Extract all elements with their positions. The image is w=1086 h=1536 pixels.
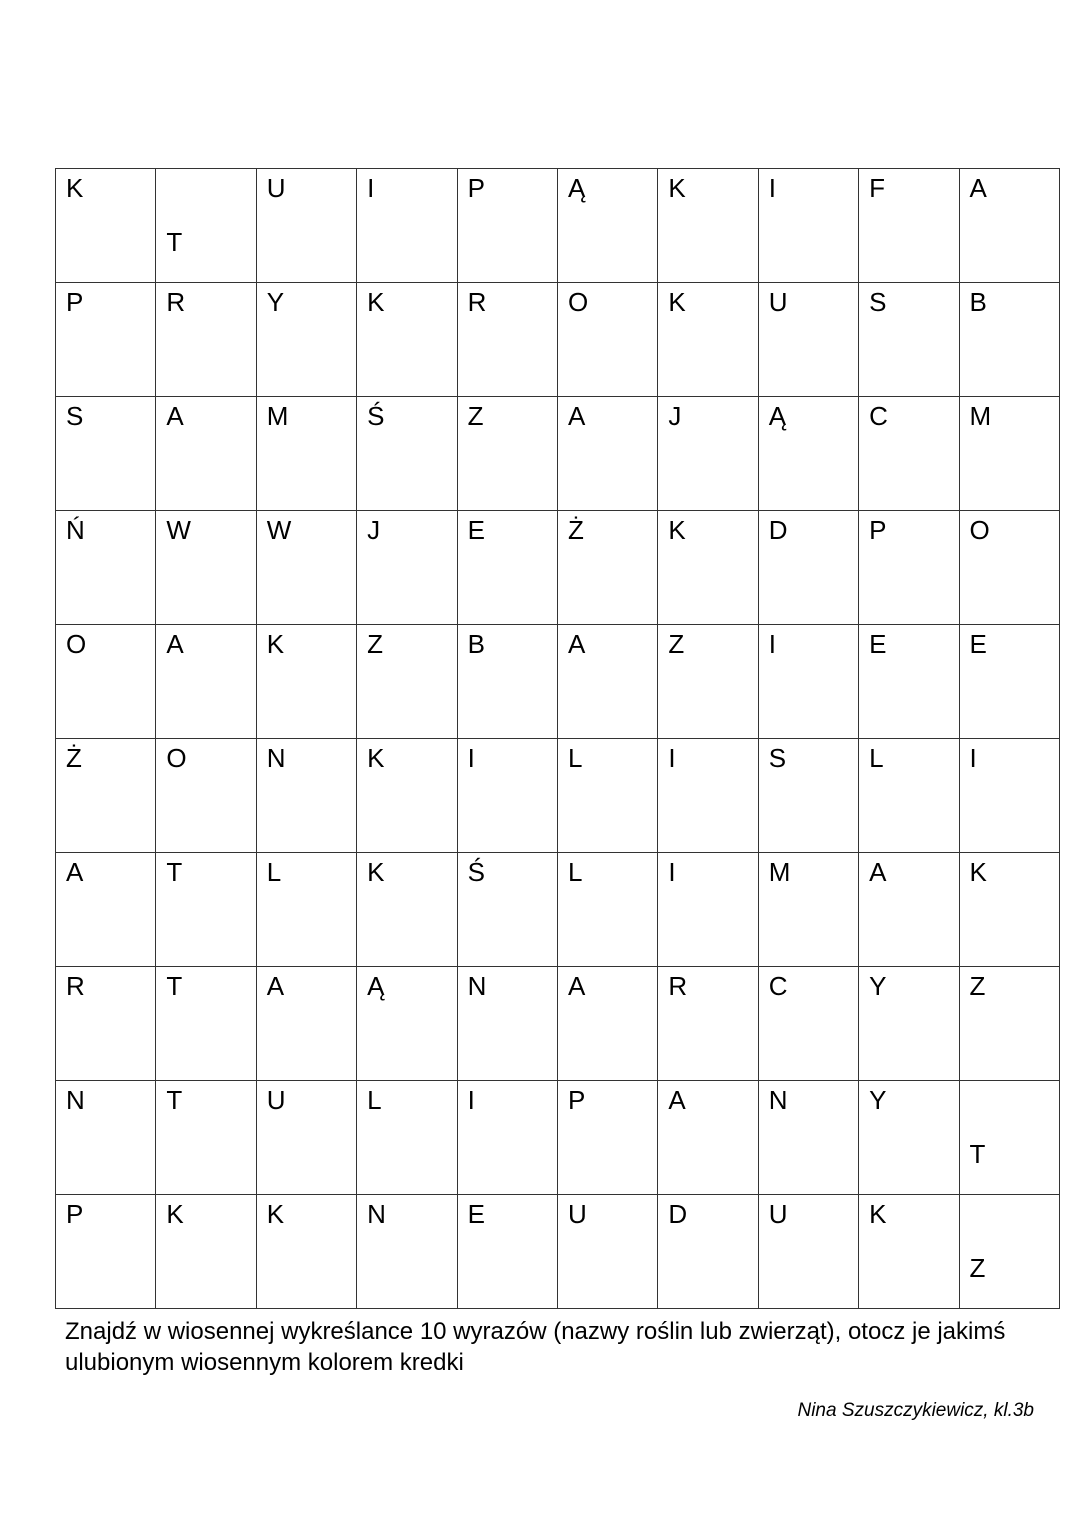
grid-cell[interactable] [56,853,156,967]
grid-cell[interactable] [758,511,858,625]
grid-cell-letter: T [166,857,183,887]
grid-cell[interactable] [859,739,959,853]
grid-cell-letter: Ś [367,401,385,431]
grid-cell-letter: L [367,1085,382,1115]
grid-cell-letter: N [266,743,286,773]
grid-cell[interactable] [658,739,758,853]
grid-cell-letter: A [969,173,987,203]
grid-cell[interactable] [56,625,156,739]
grid-row [56,739,1060,853]
grid-cell[interactable] [758,397,858,511]
grid-cell[interactable] [156,625,256,739]
grid-cell-letter: U [768,287,788,317]
grid-cell-letter: P [467,173,485,203]
grid-cell[interactable] [457,1195,557,1309]
grid-cell[interactable] [859,397,959,511]
grid-cell-letter: Ż [66,743,82,773]
grid-cell[interactable] [457,853,557,967]
grid-cell-letter: B [969,287,987,317]
grid-cell-letter: E [969,629,987,659]
word-search-grid [55,168,1060,1309]
grid-cell-letter: T [969,1139,986,1169]
grid-cell-letter: A [668,1085,686,1115]
grid-cell[interactable] [758,739,858,853]
grid-body [56,169,1060,1309]
grid-cell[interactable] [758,967,858,1081]
grid-cell-letter: L [567,743,583,773]
grid-cell[interactable] [557,1195,657,1309]
grid-cell-letter: A [567,401,586,431]
grid-cell[interactable] [557,967,657,1081]
grid-cell-letter: E [869,629,887,659]
grid-cell-letter: E [467,1199,485,1229]
grid-cell[interactable] [156,169,256,283]
grid-cell-letter: I [668,743,676,773]
grid-cell-letter: P [66,287,84,317]
grid-cell-letter: S [66,401,84,431]
grid-row [56,1081,1060,1195]
grid-cell-letter: R [66,971,85,1001]
grid-cell-letter: Y [869,971,887,1001]
grid-cell-letter: A [166,401,184,431]
grid-cell-letter: D [668,1199,688,1229]
grid-cell-letter: F [869,173,886,203]
grid-cell[interactable] [758,853,858,967]
grid-cell-letter: A [266,971,285,1001]
grid-cell[interactable] [256,1195,356,1309]
grid-cell-letter: K [367,743,385,773]
grid-cell-letter: P [869,515,887,545]
grid-cell-letter: T [166,227,183,257]
grid-cell[interactable] [156,511,256,625]
grid-cell[interactable] [859,169,959,283]
grid-cell-letter: S [869,287,887,317]
grid-cell-letter: I [768,629,776,659]
grid-cell[interactable] [859,853,959,967]
grid-cell[interactable] [256,511,356,625]
grid-cell-letter: I [969,743,977,773]
grid-cell-letter: A [869,857,887,887]
grid-cell-letter: I [768,173,776,203]
grid-cell-letter: K [969,857,987,887]
grid-cell[interactable] [457,739,557,853]
grid-cell[interactable] [758,169,858,283]
grid-cell[interactable] [457,397,557,511]
grid-cell[interactable] [859,1081,959,1195]
grid-cell-letter: E [467,515,485,545]
grid-cell-letter: K [668,515,686,545]
grid-cell[interactable] [357,625,457,739]
grid-cell-letter: T [166,971,183,1001]
grid-cell-letter: Z [969,1253,986,1283]
grid-cell[interactable] [156,739,256,853]
grid-cell-letter: K [166,1199,184,1229]
grid-cell-letter: R [668,971,688,1001]
grid-cell-letter: I [467,743,475,773]
grid-cell-letter: J [367,515,381,545]
grid-cell[interactable] [156,853,256,967]
grid-cell[interactable] [256,283,356,397]
grid-cell-letter: I [668,857,676,887]
grid-cell-letter: L [567,857,583,887]
grid-cell-letter: C [869,401,888,431]
grid-cell[interactable] [56,739,156,853]
grid-cell[interactable] [56,397,156,511]
grid-cell[interactable] [357,397,457,511]
grid-cell[interactable] [357,283,457,397]
grid-cell-letter: T [166,1085,183,1115]
grid-row [56,625,1060,739]
grid-cell-letter: W [266,515,292,545]
grid-cell[interactable] [959,1081,1059,1195]
grid-cell[interactable] [56,1195,156,1309]
grid-cell-letter: J [668,401,682,431]
grid-cell[interactable] [557,625,657,739]
grid-cell-letter: Z [467,401,484,431]
grid-cell[interactable] [457,1081,557,1195]
grid-cell[interactable] [256,853,356,967]
grid-cell[interactable] [56,511,156,625]
grid-cell-letter: R [166,287,186,317]
grid-cell-letter: Ż [567,515,584,545]
grid-cell[interactable] [959,511,1059,625]
grid-row [56,967,1060,1081]
grid-cell-letter: K [367,287,385,317]
grid-cell-letter: Ś [467,857,485,887]
grid-cell[interactable] [256,169,356,283]
grid-cell[interactable] [457,625,557,739]
grid-row [56,283,1060,397]
grid-cell-letter: N [367,1199,386,1229]
grid-cell[interactable] [557,739,657,853]
grid-cell[interactable] [357,967,457,1081]
grid-cell[interactable] [658,1195,758,1309]
grid-cell-letter: I [367,173,375,203]
grid-cell[interactable] [557,511,657,625]
grid-cell-letter: K [367,857,385,887]
grid-row [56,1195,1060,1309]
grid-cell-letter: I [467,1085,475,1115]
grid-cell[interactable] [156,1195,256,1309]
grid-cell-letter: A [166,629,184,659]
author-signature: Nina Szuszczykiewicz, kl.3b [797,1400,1034,1421]
grid-cell[interactable] [256,967,356,1081]
grid-cell[interactable] [658,1081,758,1195]
grid-cell[interactable] [859,283,959,397]
grid-cell-letter: M [969,401,992,431]
grid-cell-letter: Z [668,629,685,659]
grid-cell[interactable] [56,967,156,1081]
grid-cell-letter: Y [869,1085,887,1115]
grid-cell[interactable] [758,1081,858,1195]
grid-cell[interactable] [557,169,657,283]
grid-cell[interactable] [859,1195,959,1309]
grid-cell[interactable] [256,625,356,739]
grid-cell[interactable] [557,853,657,967]
grid-cell-letter: K [668,287,686,317]
grid-cell-letter: Ą [567,173,586,203]
grid-row [56,397,1060,511]
grid-cell[interactable] [357,511,457,625]
grid-cell[interactable] [56,1081,156,1195]
grid-cell-letter: O [567,287,589,317]
grid-cell[interactable] [859,511,959,625]
grid-cell[interactable] [357,169,457,283]
grid-cell[interactable] [658,397,758,511]
grid-cell[interactable] [256,397,356,511]
grid-cell[interactable] [357,1195,457,1309]
grid-cell-letter: N [768,1085,788,1115]
grid-cell[interactable] [557,283,657,397]
grid-cell-letter: Z [367,629,384,659]
grid-cell[interactable] [357,1081,457,1195]
grid-cell[interactable] [959,169,1059,283]
grid-cell-letter: A [567,629,586,659]
grid-cell[interactable] [658,625,758,739]
grid-cell[interactable] [658,283,758,397]
grid-cell-letter: U [567,1199,587,1229]
grid-cell-letter: W [166,515,191,545]
grid-cell-letter: P [567,1085,586,1115]
grid-cell-letter: B [467,629,485,659]
grid-cell-letter: A [66,857,84,887]
grid-cell-letter: N [467,971,487,1001]
grid-cell[interactable] [457,967,557,1081]
grid-row [56,511,1060,625]
grid-cell[interactable] [256,739,356,853]
grid-cell[interactable] [959,1195,1059,1309]
grid-cell[interactable] [457,169,557,283]
grid-row [56,853,1060,967]
grid-cell-letter: M [266,401,289,431]
grid-cell-letter: K [66,173,84,203]
grid-cell[interactable] [959,397,1059,511]
grid-cell[interactable] [56,283,156,397]
grid-cell-letter: P [66,1199,84,1229]
instructions-text: Znajdź w wiosennej wykreślance 10 wyrazów (nazwy roślin lub zwierząt), otocz je jakimś ulubionym wiosennym kolorem kredki [65,1318,1006,1376]
grid-cell-letter: Ą [768,401,787,431]
grid-cell[interactable] [758,1195,858,1309]
grid-cell-letter: K [266,629,285,659]
grid-cell[interactable] [557,1081,657,1195]
grid-cell-letter: M [768,857,791,887]
grid-cell[interactable] [156,283,256,397]
grid-cell[interactable] [457,511,557,625]
grid-cell-letter: U [266,173,286,203]
grid-cell[interactable] [357,739,457,853]
grid-row [56,169,1060,283]
grid-cell[interactable] [959,625,1059,739]
grid-cell[interactable] [156,967,256,1081]
grid-cell[interactable] [357,853,457,967]
grid-cell-letter: K [869,1199,887,1229]
grid-cell[interactable] [256,1081,356,1195]
grid-cell-letter: R [467,287,487,317]
grid-cell[interactable] [658,967,758,1081]
grid-cell-letter: U [266,1085,286,1115]
grid-cell-letter: Z [969,971,986,1001]
grid-cell[interactable] [959,283,1059,397]
grid-cell-letter: U [768,1199,788,1229]
grid-cell[interactable] [959,967,1059,1081]
grid-cell[interactable] [758,625,858,739]
grid-cell[interactable] [859,625,959,739]
grid-cell[interactable] [156,397,256,511]
grid-cell-letter: O [66,629,87,659]
grid-cell[interactable] [658,853,758,967]
grid-cell-letter: C [768,971,788,1001]
grid-cell-letter: O [166,743,187,773]
grid-cell-letter: A [567,971,586,1001]
grid-cell-letter: O [969,515,990,545]
grid-cell[interactable] [959,739,1059,853]
grid-cell-letter: L [266,857,282,887]
grid-cell[interactable] [56,169,156,283]
grid-cell[interactable] [658,511,758,625]
grid-cell-letter: D [768,515,788,545]
grid-cell[interactable] [457,283,557,397]
grid-cell[interactable] [156,1081,256,1195]
grid-cell[interactable] [557,397,657,511]
grid-cell[interactable] [859,967,959,1081]
grid-cell[interactable] [959,853,1059,967]
grid-cell-letter: K [266,1199,285,1229]
grid-cell-letter: Ń [66,515,85,545]
grid-cell-letter: L [869,743,884,773]
grid-cell-letter: S [768,743,787,773]
grid-cell-letter: Ą [367,971,385,1001]
grid-cell[interactable] [658,169,758,283]
grid-cell[interactable] [758,283,858,397]
grid-cell-letter: Y [266,287,285,317]
grid-cell-letter: N [66,1085,85,1115]
grid-cell-letter: K [668,173,686,203]
